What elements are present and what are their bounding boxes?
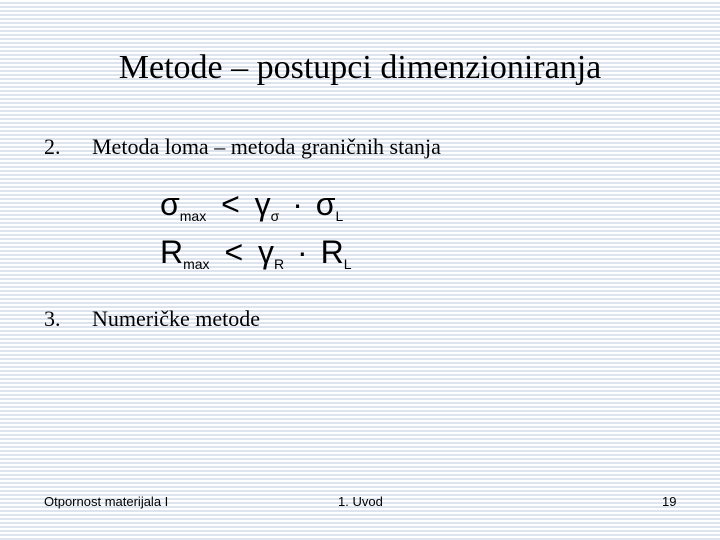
formula-factor-subscript: σ bbox=[270, 208, 280, 224]
footer-page-number: 19 bbox=[662, 494, 677, 509]
formula-lhs-subscript: max bbox=[183, 256, 210, 272]
formula-rhs-subscript: L bbox=[343, 256, 352, 272]
formula-rhs: σ bbox=[315, 186, 336, 222]
list-item-text: Metoda loma – metoda graničnih stanja bbox=[92, 134, 441, 159]
list-item-number: 2. bbox=[44, 134, 61, 159]
formula-operator: < bbox=[221, 186, 240, 222]
formula-rhs: R bbox=[320, 234, 344, 270]
footer-course-name: Otpornost materijala I bbox=[44, 494, 169, 509]
formula-lhs: R bbox=[160, 234, 184, 270]
list-item-text: Numeričke metode bbox=[92, 306, 260, 331]
formula-stress bbox=[160, 184, 343, 224]
formula-lhs-subscript: max bbox=[179, 208, 207, 224]
formula-factor: γ bbox=[258, 234, 275, 270]
formula-rhs-subscript: L bbox=[335, 208, 344, 224]
formula-lhs: σ bbox=[160, 186, 180, 222]
formula-resistance bbox=[160, 232, 352, 272]
formula-operator: < bbox=[224, 234, 244, 270]
formula-block bbox=[160, 184, 380, 276]
formula-factor: γ bbox=[254, 186, 271, 222]
list-item-number: 3. bbox=[44, 306, 61, 331]
slide-title: Metode – postupci dimenzioniranja bbox=[118, 49, 602, 86]
formula-dot: · bbox=[292, 186, 303, 222]
formula-factor-subscript: R bbox=[274, 256, 285, 272]
formula-dot: · bbox=[297, 234, 308, 270]
footer-section: 1. Uvod bbox=[338, 494, 383, 509]
